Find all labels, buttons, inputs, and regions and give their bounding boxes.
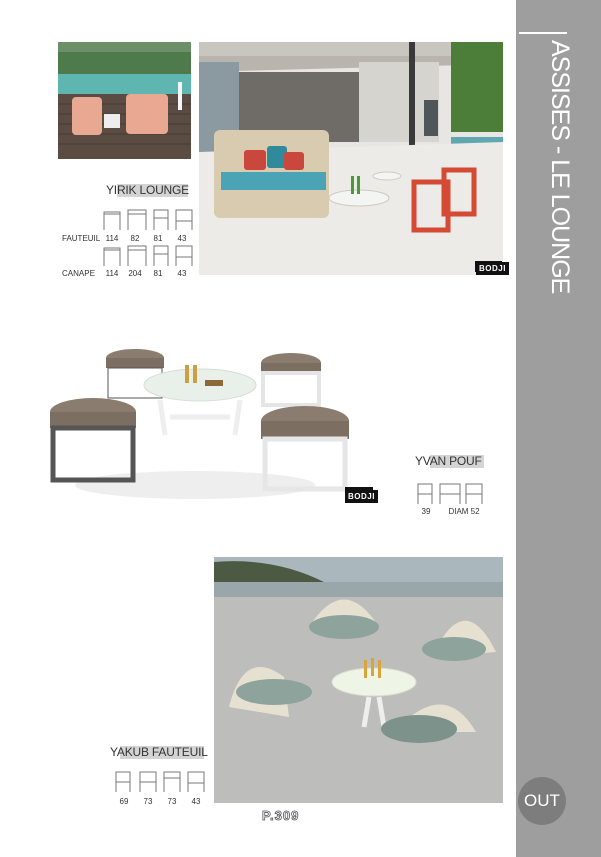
yirik-lounge-title: YIRIK LOUNGE: [106, 183, 189, 197]
yirik-fauteuil-seat-height: 43: [177, 234, 187, 243]
yirik-canape-width: 204: [128, 269, 142, 278]
yakub-seat-height: 43: [191, 797, 201, 806]
out-button[interactable]: OUT: [518, 777, 566, 825]
yakub-width: 73: [143, 797, 153, 806]
yirik-fauteuil-height: 81: [153, 234, 163, 243]
yirik-fauteuil-label: FAUTEUIL: [62, 234, 101, 243]
yakub-dimension-icons: [114, 768, 206, 794]
yvan-height: 39: [421, 507, 431, 516]
yirik-fauteuil-dimension-icons: [102, 206, 194, 232]
yirik-canape-depth: 114: [105, 269, 119, 278]
yirik-fauteuil-depth: 114: [105, 234, 119, 243]
brand-logo: BODJI: [476, 262, 509, 275]
yirik-fauteuil-width: 82: [130, 234, 140, 243]
yvan-diameter: DIAM 52: [448, 507, 480, 516]
page-number: P.309: [262, 808, 300, 823]
yakub-depth: 69: [119, 797, 129, 806]
sidebar-title: ASSISES - LE LOUNGE: [546, 40, 574, 294]
yirik-canape-label: CANAPE: [62, 269, 95, 278]
yirik-canape-height: 81: [153, 269, 163, 278]
yirik-lounge-photo: [199, 42, 503, 275]
yirik-canape-dimension-icons: [102, 242, 194, 268]
yirik-poolside-photo: [58, 42, 191, 159]
yakub-height: 73: [167, 797, 177, 806]
yirik-canape-seat-height: 43: [177, 269, 187, 278]
sidebar-divider: [519, 32, 567, 34]
yakub-fauteuil-photo: [214, 557, 503, 803]
yvan-pouf-photo: [45, 345, 375, 510]
yvan-pouf-title: YVAN POUF: [415, 454, 482, 468]
yakub-fauteuil-title: YAKUB FAUTEUIL: [110, 745, 208, 759]
brand-logo-2: BODJI: [345, 490, 378, 503]
yvan-dimension-icons: [416, 480, 484, 506]
